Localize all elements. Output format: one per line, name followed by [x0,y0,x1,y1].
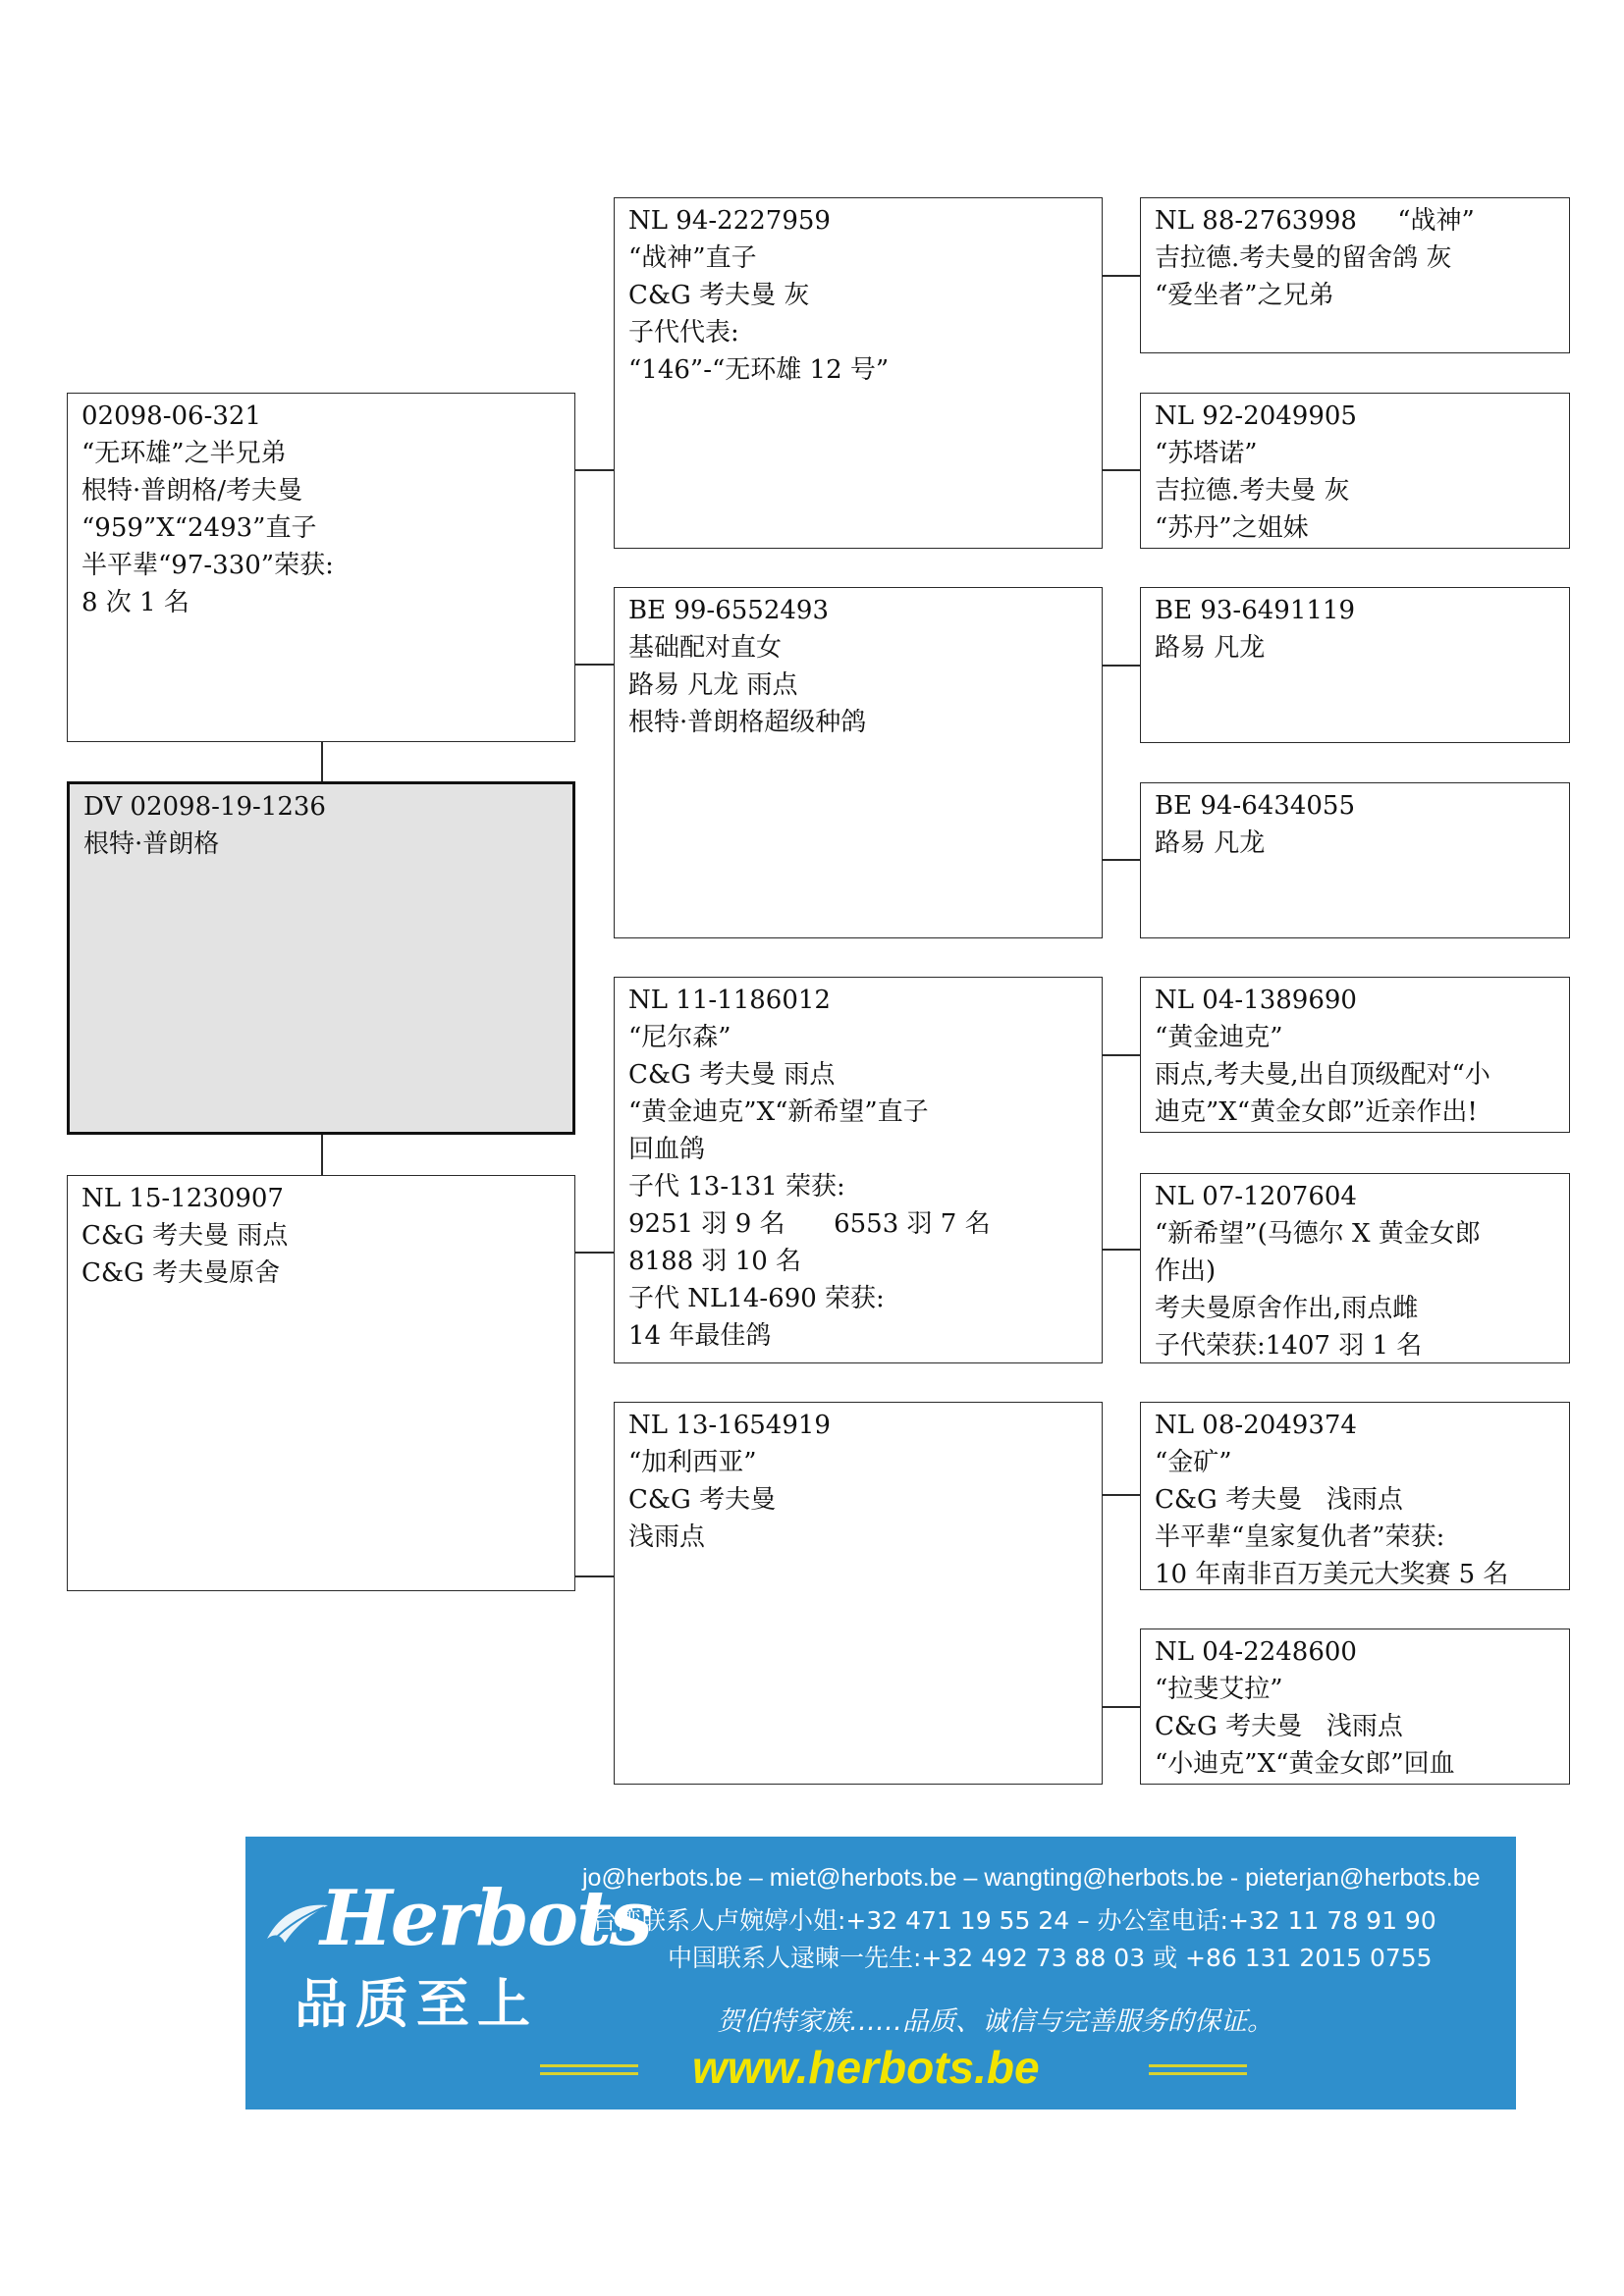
dsd-ring: NL 07-1207604 [1155,1182,1357,1211]
dam-sire-line: “尼尔森” [628,1023,731,1052]
ssd-line: “苏丹”之姐妹 [1155,513,1309,543]
divider [1149,2072,1247,2075]
dam-dam-box [614,1402,1103,1785]
connector-line [1103,1706,1140,1708]
dam-sire-line: 9251 羽 9 名 6553 羽 7 名 [628,1209,991,1239]
sss-ring: NL 88-2763998 “战神” [1155,206,1475,236]
ddd-line: “小迪克”X“黄金女郎”回血 [1155,1749,1455,1779]
sire-box [67,393,575,742]
connector-line [321,742,323,781]
sdd-box [1140,782,1570,938]
dds-line: 半平辈“皇家复仇者”荣获: [1155,1522,1445,1552]
china-contact: 中国联系人逯暕一先生:+32 492 73 88 03 或 +86 131 2015 0755 [668,1944,1433,1972]
sds-box [1140,587,1570,743]
connector-line [1103,1249,1140,1251]
tagline: 贺伯特家族……品质、诚信与完善服务的保证。 [717,2006,1273,2037]
dsd-line: 作出) [1155,1256,1217,1286]
connector-line [1103,275,1140,277]
ddd-box [1140,1629,1570,1785]
sire-line: 根特·普朗格/考夫曼 [81,476,303,506]
dss-ring: NL 04-1389690 [1155,986,1357,1015]
dam-dam-ring: NL 13-1654919 [628,1411,831,1440]
ssd-box [1140,393,1570,549]
connector-line [575,1575,614,1577]
sire-dam-box [614,587,1103,938]
dam-dam-line: 浅雨点 [628,1522,706,1552]
sire-sire-box [614,197,1103,549]
subject-ring: DV 02098-19-1236 [83,792,326,822]
dds-ring: NL 08-2049374 [1155,1411,1357,1440]
connector-line [575,664,614,666]
sire-dam-line: 路易 凡龙 雨点 [628,670,798,700]
dsd-line: “新希望”(马德尔 X 黄金女郎 [1155,1219,1481,1249]
dam-line: C&G 考夫曼原舍 [81,1258,281,1288]
sdd-ring: BE 94-6434055 [1155,791,1356,821]
sire-sire-line: “146”-“无环雄 12 号” [628,355,890,385]
dam-dam-line: C&G 考夫曼 [628,1485,777,1515]
sss-line: 吉拉德.考夫曼的留舍鸽 灰 [1155,243,1452,273]
dsd-box [1140,1173,1570,1363]
dds-line: “金矿” [1155,1448,1232,1477]
connector-line [1103,665,1140,667]
connector-line [321,1135,323,1175]
dam-sire-line: 子代 NL14-690 荣获: [628,1284,885,1313]
contact-emails[interactable]: jo@herbots.be – miet@herbots.be – wangting@herbots.be - pieterjan@herbots.be [582,1864,1481,1892]
dam-dam-line: “加利西亚” [628,1448,757,1477]
dds-line: 10 年南非百万美元大奖赛 5 名 [1155,1560,1509,1589]
dam-ring: NL 15-1230907 [81,1184,284,1213]
subject-breeder: 根特·普朗格 [83,829,220,859]
dam-sire-line: “黄金迪克”X“新希望”直子 [628,1097,929,1127]
ssd-ring: NL 92-2049905 [1155,401,1357,431]
sire-sire-line: “战神”直子 [628,243,757,273]
herbots-banner [245,1837,1516,2109]
subject-pigeon-box [67,781,575,1135]
sire-dam-line: 根特·普朗格超级种鸽 [628,708,867,737]
dam-sire-line: 14 年最佳鸽 [628,1321,772,1351]
dsd-line: 考夫曼原舍作出,雨点雌 [1155,1294,1419,1323]
sire-line: 8 次 1 名 [81,588,189,617]
sire-dam-line: 基础配对直女 [628,633,783,663]
sds-ring: BE 93-6491119 [1155,596,1356,625]
sire-line: “959”X“2493”直子 [81,513,317,543]
sdd-line: 路易 凡龙 [1155,828,1266,858]
herbots-logo [263,1864,651,1972]
ddd-line: “拉斐艾拉” [1155,1675,1283,1704]
dss-line: 雨点,考夫曼,出自顶级配对“小 [1155,1060,1490,1090]
sire-line: 半平辈“97-330”荣获: [81,551,334,580]
ddd-ring: NL 04-2248600 [1155,1637,1357,1667]
dam-sire-line: 8188 羽 10 名 [628,1247,802,1276]
dam-sire-line: 子代 13-131 荣获: [628,1172,845,1201]
dam-sire-line: 回血鸽 [628,1135,706,1164]
sss-box [1140,197,1570,353]
sire-dam-ring: BE 99-6552493 [628,596,830,625]
taiwan-contact: 台湾联系人卢婉婷小姐:+32 471 19 55 24 – 办公室电话:+32 11 78 91 90 [592,1906,1436,1935]
divider [540,2072,638,2075]
sire-line: “无环雄”之半兄弟 [81,439,287,468]
sire-ring: 02098-06-321 [81,401,261,431]
sire-sire-line: C&G 考夫曼 灰 [628,281,810,310]
dam-sire-ring: NL 11-1186012 [628,986,831,1015]
sss-line: “爱坐者”之兄弟 [1155,281,1334,310]
ssd-line: “苏塔诺” [1155,439,1258,468]
ssd-line: 吉拉德.考夫曼 灰 [1155,476,1350,506]
dam-sire-box [614,977,1103,1363]
connector-line [1103,1054,1140,1056]
divider [540,2064,638,2067]
dss-line: 迪克”X“黄金女郎”近亲作出! [1155,1097,1478,1127]
sire-sire-ring: NL 94-2227959 [628,206,831,236]
dam-box [67,1175,575,1591]
slogan: 品质至上 [295,1973,538,2035]
connector-line [1103,1494,1140,1496]
dsd-line: 子代荣获:1407 羽 1 名 [1155,1331,1423,1361]
divider [1149,2064,1247,2067]
connector-line [1103,469,1140,471]
sds-line: 路易 凡龙 [1155,633,1266,663]
website-link[interactable]: www.herbots.be [692,2042,1040,2093]
dam-sire-line: C&G 考夫曼 雨点 [628,1060,836,1090]
logo-wordmark: Herbots [320,1874,651,1963]
dss-box [1140,977,1570,1133]
ddd-line: C&G 考夫曼 浅雨点 [1155,1712,1403,1741]
dds-box [1140,1402,1570,1590]
dss-line: “黄金迪克” [1155,1023,1283,1052]
connector-line [575,1252,614,1254]
connector-line [575,469,614,471]
connector-line [1103,859,1140,861]
dam-line: C&G 考夫曼 雨点 [81,1221,289,1251]
sire-sire-line: 子代代表: [628,318,739,347]
dds-line: C&G 考夫曼 浅雨点 [1155,1485,1403,1515]
